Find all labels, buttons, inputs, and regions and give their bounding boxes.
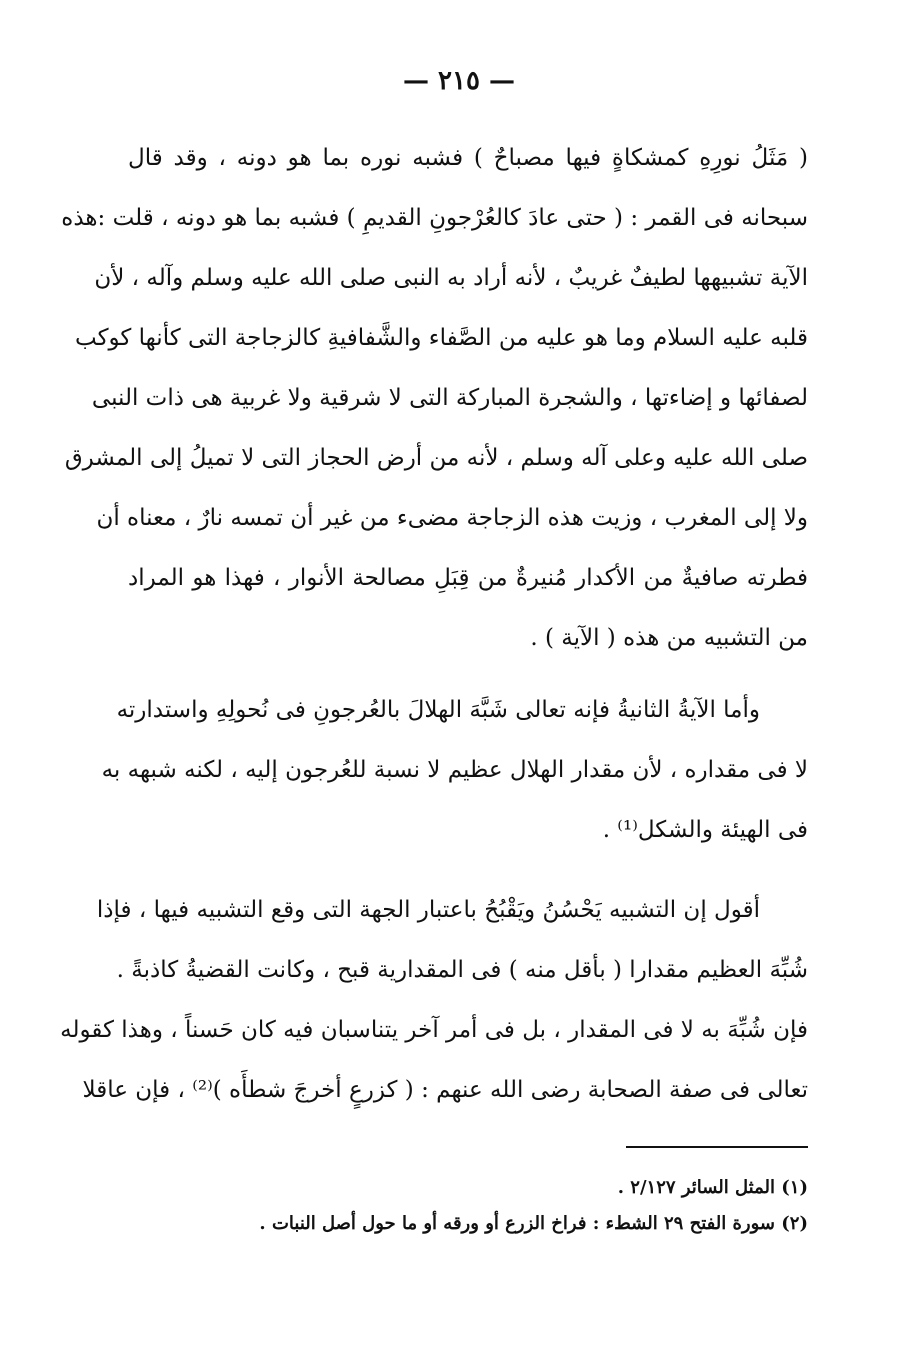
text-line: فإن شُبِّهَ به لا فى المقدار ، بل فى أمر آخر يتناسبان فيه كان حَسناً ، وهذا كقوله (60, 1017, 808, 1043)
text-line: قلبه عليه السلام وما هو عليه من الصَّفاء والشَّفافيةِ كالزجاجة التى كأنها كوكب (75, 325, 808, 351)
paragraph-2 (101, 680, 808, 860)
page-number: — ٢١٥ — (402, 66, 516, 96)
footnote-1: (١) المثل السائر ٢/١٢٧ . (617, 1177, 808, 1198)
text-line: فطرته صافيةٌ من الأكدار مُنيرةٌ من قِبَلِ مصالحة الأنوار ، فهذا هو المراد (128, 565, 808, 591)
text-line: فى الهيئة والشكل⁽¹⁾ . (602, 817, 808, 843)
text-line: أقول إن التشبيه يَحْسُنُ ويَقْبُحُ باعتبار الجهة التى وقع التشبيه فيها ، فإذا (96, 897, 760, 923)
paragraph-1 (61, 128, 808, 668)
text-line: صلى الله عليه وعلى آله وسلم ، لأنه من أرض الحجاز التى لا تميلُ إلى المشرق (64, 445, 808, 471)
footnote-divider (626, 1146, 808, 1148)
text-line: سبحانه فى القمر : ( حتى عادَ كالعُرْجونِ القديمِ ) فشبه بما هو دونه ، قلت :هذه (61, 205, 808, 231)
text-line: تعالى فى صفة الصحابة رضى الله عنهم : ( كزرعٍ أخرجَ شطأَه )⁽²⁾ ، فإن عاقلا (82, 1077, 808, 1103)
text-line: من التشبيه من هذه ( الآية ) . (530, 625, 808, 651)
text-line: لا فى مقداره ، لأن مقدار الهلال عظيم لا نسبة للعُرجون إليه ، لكنه شبهه به (101, 757, 808, 783)
text-line: شُبِّهَ العظيم مقدارا ( بأقل منه ) فى المقدارية قبح ، وكانت القضيةُ كاذبةً . (116, 957, 808, 983)
footnote-2: (٢) سورة الفتح ٢٩ الشطء : فراخ الزرع أو ورقه أو ما حول أصل النبات . (259, 1213, 808, 1234)
footnotes (128, 1170, 808, 1242)
text-line: الآية تشبيهها لطيفٌ غريبٌ ، لأنه أراد به النبى صلى الله عليه وسلم وآله ، لأن (94, 265, 808, 291)
text-line: ولا إلى المغرب ، وزيت هذه الزجاجة مضىء من غير أن تمسه نارٌ ، معناه أن (96, 505, 808, 531)
text-line: ( مَثَلُ نورِهِ كمشكاةٍ فيها مصباحٌ ) فشبه نوره بما هو دونه ، وقد قال (128, 145, 808, 171)
paragraph-3 (60, 880, 808, 1120)
text-line: وأما الآيةُ الثانيةُ فإنه تعالى شَبَّهَ الهلالَ بالعُرجونِ فى نُحولِهِ واستدارته (116, 697, 760, 723)
text-line: لصفائها و إضاءتها ، والشجرة المباركة التى لا شرقية ولا غربية هى ذات النبى (91, 385, 808, 411)
